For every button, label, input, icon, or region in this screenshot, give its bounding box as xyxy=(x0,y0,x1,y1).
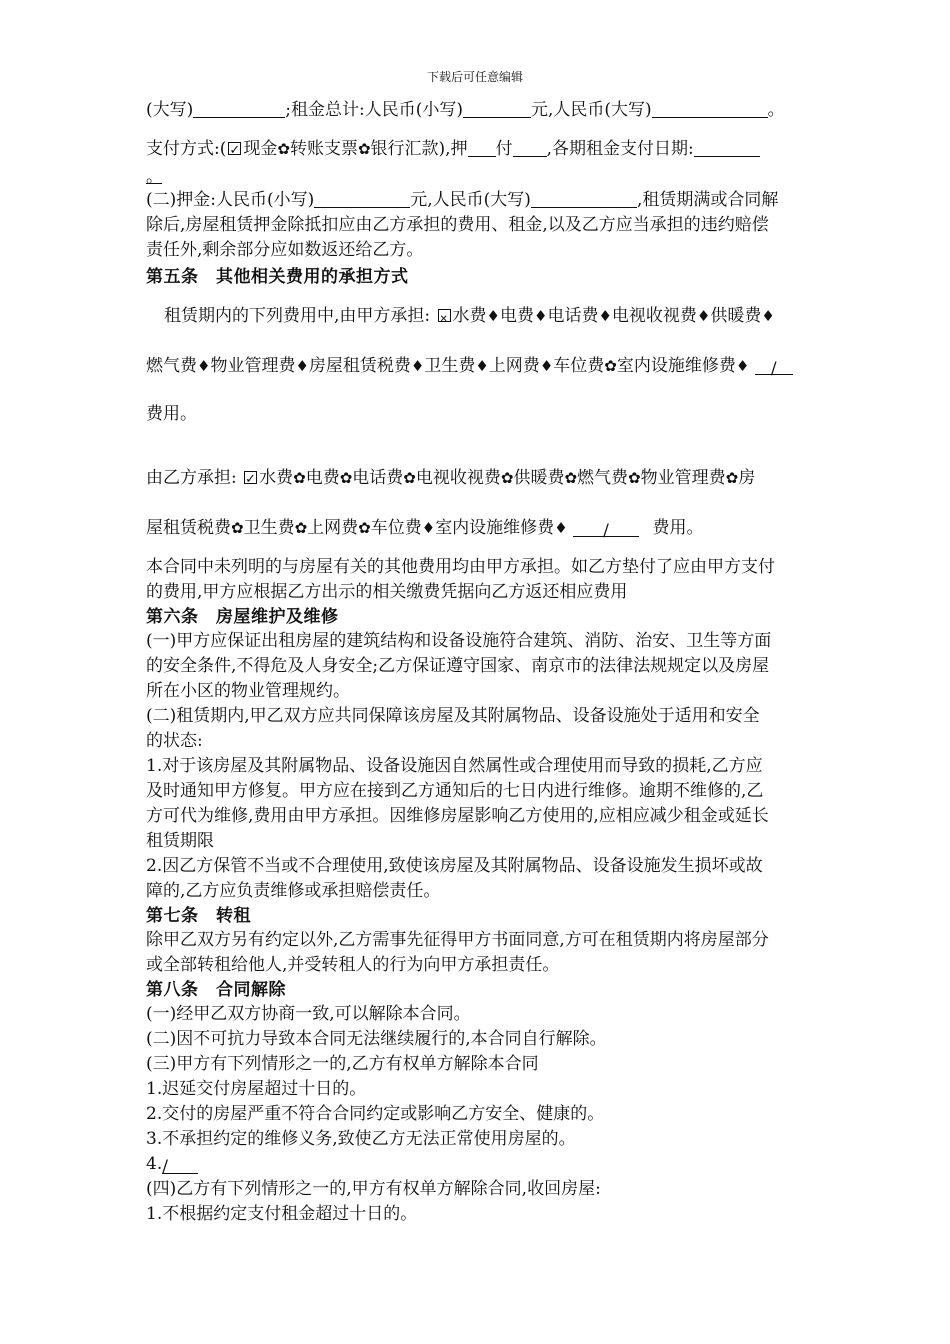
paragraph-line: (四)乙方有下列情形之一的,甲方有权单方解除合同,收回房屋: xyxy=(146,1179,601,1199)
drop-bullet-icon: ♦ xyxy=(410,357,425,375)
paragraph-line: 3.不承担约定的维修义务,致使乙方无法正常使用房屋的。 xyxy=(146,1129,576,1149)
paragraph-line: 所在小区的物业管理规约。 xyxy=(146,681,350,701)
paragraph-line: 的安全条件,不得危及人身安全;乙方保证遵守国家、南京市的法律法规规定以及房屋 xyxy=(146,656,770,676)
drop-bullet-icon: ♦ xyxy=(735,357,750,375)
page-header: 下载后可任意编辑 xyxy=(426,70,523,84)
blank-field[interactable] xyxy=(314,189,410,208)
drop-bullet-icon: ♦ xyxy=(554,519,568,537)
paragraph-line: 的状态: xyxy=(146,731,203,751)
article-7-title: 第七条 转租 xyxy=(146,906,251,926)
paragraph-line: 1.不根据约定支付租金超过十日的。 xyxy=(146,1204,418,1224)
drop-bullet-icon: ♦ xyxy=(534,307,548,325)
landlord-fees-line-1: 租赁期内的下列费用中,由甲方承担: ✕ 水费♦电费♦电话费♦电视收视费♦供暖费♦ xyxy=(146,303,858,329)
crossed-box-icon[interactable] xyxy=(438,309,451,322)
deposit-line: (二)押金:人民币(小写) 元,人民币(大写) ,租赁期满或合同解 xyxy=(146,190,779,210)
paragraph-line: 障的,乙方应负责维修或承担赔偿责任。 xyxy=(146,881,441,901)
paragraph-line: 除甲乙双方另有约定以外,乙方需事先征得甲方书面同意,方可在租赁期内将房屋部分 xyxy=(146,930,769,950)
article-8-title: 第八条 合同解除 xyxy=(146,980,286,1000)
drop-bullet-icon: ♦ xyxy=(696,307,711,325)
item-4-line: 4./ xyxy=(146,1152,858,1177)
gear-bullet-icon: ✿ xyxy=(403,469,416,487)
gear-bullet-icon: ✿ xyxy=(277,140,290,158)
blank-field[interactable]: / xyxy=(755,356,793,375)
landlord-fees-line-2: 燃气费♦物业管理费♦房屋租赁税费♦卫生费♦上网费♦车位费✿室内设施维修费♦ / xyxy=(146,353,858,379)
blank-field[interactable] xyxy=(531,189,637,208)
drop-bullet-icon: ♦ xyxy=(486,307,500,325)
checked-box-icon[interactable] xyxy=(244,471,257,484)
gear-bullet-icon: ✿ xyxy=(294,519,308,537)
paragraph-line: 2.因乙方保管不当或不合理使用,致使该房屋及其附属物品、设备设施发生损坏或故 xyxy=(146,856,763,876)
paragraph-line: 责任外,剩余部分应如数返还给乙方。 xyxy=(146,240,424,260)
gear-bullet-icon: ✿ xyxy=(231,519,244,537)
blank-field[interactable] xyxy=(193,99,285,118)
landlord-fees-end: 费用。 xyxy=(146,404,197,424)
paragraph-line: (二)租赁期内,甲乙双方应共同保障该房屋及其附属物品、设备设施处于适用和安全 xyxy=(146,706,760,726)
paragraph-line: (一)甲方应保证出租房屋的建筑结构和设备设施符合建筑、消防、治安、卫生等方面 xyxy=(146,631,772,651)
paragraph-line: 及时通知甲方修复。甲方应在接到乙方通知后的七日内进行维修。逾期不维修的,乙 xyxy=(146,781,764,801)
blank-field[interactable] xyxy=(694,138,760,157)
drop-bullet-icon: ♦ xyxy=(295,357,309,375)
gear-bullet-icon: ✿ xyxy=(564,469,578,487)
gear-bullet-icon: ✿ xyxy=(628,469,641,487)
gear-bullet-icon: ✿ xyxy=(339,469,353,487)
article-6-title: 第六条 房屋维护及维修 xyxy=(146,607,339,627)
paragraph-line: 1.迟延交付房屋超过十日的。 xyxy=(146,1079,367,1099)
gear-bullet-icon: ✿ xyxy=(604,357,617,375)
paragraph-line: 或全部转租给他人,并受转租人的行为向甲方承担责任。 xyxy=(146,955,560,975)
paragraph-line: (一)经甲乙双方协商一致,可以解除本合同。 xyxy=(146,1004,471,1024)
drop-bullet-icon: ♦ xyxy=(421,519,436,537)
contract-body xyxy=(146,96,858,1227)
tenant-fees-line-2: 屋租赁税费✿卫生费✿上网费✿车位费♦室内设施维修费♦ / 费用。 xyxy=(146,515,858,541)
payment-method-line: 支付方式:(✓ 现金✿转账支票✿银行汇款),押 付 ,各期租金支付日期: xyxy=(146,136,858,162)
paragraph-line: 租赁期限 xyxy=(146,831,214,851)
checked-box-icon[interactable] xyxy=(228,142,241,155)
paragraph-line: 的费用,甲方应根据乙方出示的相关缴费凭据向乙方返还相应费用 xyxy=(146,582,628,602)
gear-bullet-icon: ✿ xyxy=(358,519,371,537)
blank-field[interactable] xyxy=(652,99,768,118)
blank-field[interactable] xyxy=(468,138,496,157)
article-6-body xyxy=(146,629,858,904)
tenant-fees-line-1: 由乙方承担: ✓ 水费✿电费✿电话费✿电视收视费✿供暖费✿燃气费✿物业管理费✿房 xyxy=(146,465,858,491)
drop-bullet-icon: ♦ xyxy=(475,357,489,375)
drop-bullet-icon: ♦ xyxy=(197,357,211,375)
paragraph-line: 1.对于该房屋及其附属物品、设备设施因自然属性或合理使用而导致的损耗,乙方应 xyxy=(146,756,763,776)
paragraph-line: 本合同中未列明的与房屋有关的其他费用均由甲方承担。如乙方垫付了应由甲方支付 xyxy=(146,557,775,577)
rent-total-line: (大写) ;租金总计:人民币(小写) 元,人民币(大写) 。 xyxy=(146,100,785,120)
paragraph-line: 方可代为维修,费用由甲方承担。因维修房屋影响乙方使用的,应相应减少租金或延长 xyxy=(146,806,769,826)
drop-bullet-icon: ♦ xyxy=(598,307,612,325)
gear-bullet-icon: ✿ xyxy=(357,140,371,158)
article-8-body xyxy=(146,1002,858,1227)
payment-method-line-end: 。 xyxy=(146,167,163,187)
gear-bullet-icon: ✿ xyxy=(725,469,739,487)
drop-bullet-icon: ♦ xyxy=(761,307,775,325)
paragraph-line: 2.交付的房屋严重不符合合同约定或影响乙方安全、健康的。 xyxy=(146,1104,605,1124)
blank-field[interactable] xyxy=(513,138,547,157)
paragraph-line: (二)因不可抗力导致本合同无法继续履行的,本合同自行解除。 xyxy=(146,1029,607,1049)
drop-bullet-icon: ♦ xyxy=(539,357,554,375)
blank-field[interactable] xyxy=(463,99,531,118)
paragraph-line: (三)甲方有下列情形之一的,乙方有权单方解除本合同 xyxy=(146,1054,539,1074)
article-5-title: 第五条 其他相关费用的承担方式 xyxy=(146,267,409,287)
blank-field[interactable]: / xyxy=(162,1155,198,1174)
article-7-body xyxy=(146,928,858,978)
gear-bullet-icon: ✿ xyxy=(293,469,306,487)
paragraph-line: 除后,房屋租赁押金除抵扣应由乙方承担的费用、租金,以及乙方应当承担的违约赔偿 xyxy=(146,215,769,235)
gear-bullet-icon: ✿ xyxy=(500,469,514,487)
blank-field[interactable]: / xyxy=(573,518,639,537)
